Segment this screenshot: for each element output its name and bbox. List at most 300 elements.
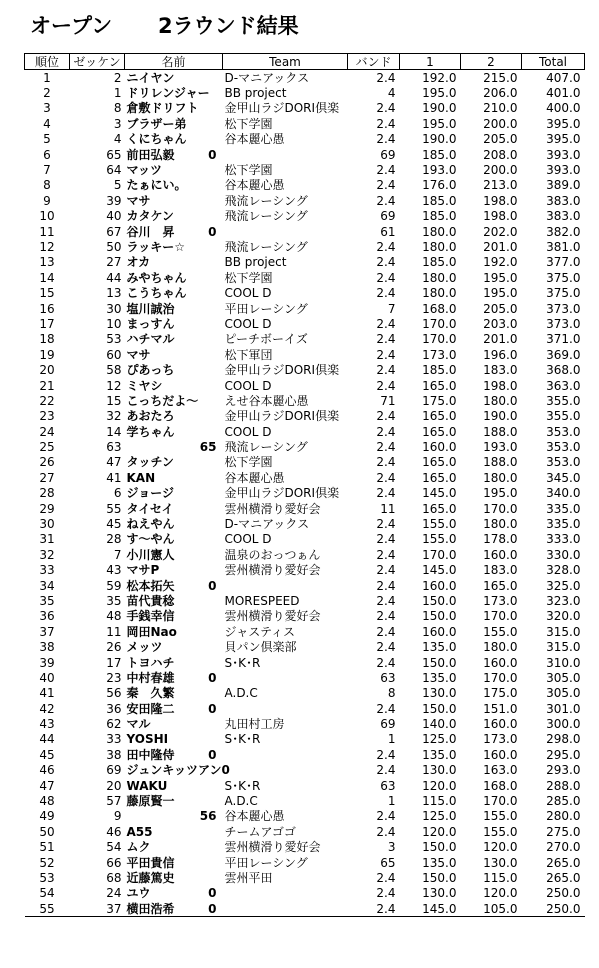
name-text: メッツ <box>126 640 163 655</box>
band-cell: 69 <box>380 147 396 162</box>
name-text: ニイヤン <box>126 70 175 85</box>
name-cell <box>125 809 223 824</box>
band-cell: 2.4 <box>376 239 396 254</box>
round1-cell: 150.0 <box>422 871 457 885</box>
team-cell: ジャスティス <box>224 624 296 639</box>
total-cell: 369.0 <box>546 347 581 362</box>
rank-cell: 29 <box>39 501 55 516</box>
name-cell <box>125 393 223 408</box>
round1-cell: 115.0 <box>422 794 457 809</box>
band-cell: 2.4 <box>376 378 396 393</box>
band-cell: 2.4 <box>376 409 396 424</box>
round1-cell: 120.0 <box>422 778 457 793</box>
total-cell: 383.0 <box>546 193 581 208</box>
total-cell: 315.0 <box>546 624 581 639</box>
rank-cell: 25 <box>39 440 55 455</box>
name-extra: 0 <box>208 886 217 901</box>
zekken-cell: 17 <box>106 655 122 670</box>
rank-cell: 6 <box>43 147 51 162</box>
total-cell: 400.0 <box>546 101 581 116</box>
name-cell <box>125 424 223 439</box>
round1-cell: 165.0 <box>422 470 457 485</box>
table-row <box>25 409 585 424</box>
name-cell <box>125 486 223 501</box>
round2-cell: 155.0 <box>483 809 518 824</box>
name-text: タッチン <box>126 455 174 470</box>
table-row <box>25 732 585 747</box>
zekken-cell: 7 <box>113 547 122 562</box>
rank-cell: 32 <box>39 547 55 562</box>
team-cell: 平田レーシング <box>224 855 308 870</box>
rank-cell: 11 <box>39 224 55 239</box>
round2-cell: 168.0 <box>483 778 518 793</box>
round2-cell: 115.0 <box>483 871 518 885</box>
round1-cell: 170.0 <box>422 547 457 562</box>
name-cell <box>125 609 223 624</box>
team-cell: 谷本麗心愚 <box>224 178 285 193</box>
round1-cell: 195.0 <box>422 116 457 131</box>
band-cell: 2.4 <box>376 624 396 639</box>
zekken-cell: 47 <box>106 455 122 470</box>
table-row <box>25 747 585 762</box>
name-extra: 0 <box>208 670 217 685</box>
round2-cell: 151.0 <box>483 701 518 716</box>
zekken-cell: 27 <box>106 255 122 270</box>
name-extra <box>217 394 221 408</box>
zekken-cell: 48 <box>106 609 122 624</box>
rank-cell: 46 <box>39 763 55 778</box>
zekken-cell: 24 <box>106 886 122 901</box>
round2-cell: 200.0 <box>483 116 518 131</box>
zekken-cell: 53 <box>106 332 122 347</box>
zekken-cell: 68 <box>106 871 122 885</box>
round2-cell: 188.0 <box>483 455 518 470</box>
name-text: ドリレンジャー <box>126 86 210 101</box>
team-cell: D-マニアックス <box>224 70 310 85</box>
name-cell <box>125 147 223 162</box>
team-cell: 金甲山ラジDORI倶楽 <box>224 409 340 424</box>
zekken-cell: 3 <box>113 116 122 131</box>
total-cell: 288.0 <box>546 778 581 793</box>
name-text: ハチマル <box>126 332 175 347</box>
name-extra <box>217 194 221 208</box>
table-row <box>25 486 585 501</box>
band-cell: 71 <box>380 393 396 408</box>
round2-cell: 202.0 <box>483 224 518 239</box>
name-extra: 0 <box>208 578 217 593</box>
header-total: Total <box>522 54 585 70</box>
rank-cell: 18 <box>39 332 55 347</box>
team-cell: 温泉のおっつぁん <box>224 547 321 562</box>
team-cell: 飛流レーシング <box>224 440 308 455</box>
table-row <box>25 809 585 824</box>
total-cell: 335.0 <box>546 501 581 516</box>
rank-cell: 47 <box>39 778 55 793</box>
zekken-cell: 30 <box>106 301 122 316</box>
round1-cell: 190.0 <box>422 132 457 147</box>
table-row <box>25 793 585 808</box>
name-text: マル <box>126 717 151 732</box>
header-name: 名前 <box>125 54 223 70</box>
table-row <box>25 347 585 362</box>
name-cell <box>125 347 223 362</box>
name-cell <box>125 332 223 347</box>
zekken-cell: 4 <box>113 132 122 147</box>
total-cell: 300.0 <box>546 717 581 732</box>
band-cell: 2.4 <box>376 163 396 178</box>
round2-cell: 180.0 <box>483 640 518 655</box>
zekken-cell: 1 <box>113 86 122 101</box>
band-cell: 2.4 <box>376 316 396 331</box>
name-cell <box>125 793 223 808</box>
name-extra <box>217 794 221 808</box>
name-cell <box>125 840 223 855</box>
name-extra <box>217 517 221 531</box>
table-row <box>25 639 585 654</box>
round1-cell: 185.0 <box>422 147 457 162</box>
band-cell: 2.4 <box>376 517 396 532</box>
team-cell: S･K･R <box>224 732 261 747</box>
table-row <box>25 224 585 239</box>
zekken-cell: 55 <box>106 501 122 516</box>
name-text: WAKU <box>126 778 168 793</box>
rank-cell: 31 <box>39 532 55 547</box>
round1-cell: 150.0 <box>422 655 457 670</box>
zekken-cell: 26 <box>106 640 122 655</box>
name-cell <box>125 501 223 516</box>
name-text: オカ <box>126 255 151 270</box>
name-extra <box>217 286 221 300</box>
name-cell <box>125 132 223 147</box>
team-cell: 飛流レーシング <box>224 209 308 224</box>
team-cell: COOL D <box>224 424 272 439</box>
total-cell: 383.0 <box>546 209 581 224</box>
total-cell: 275.0 <box>546 824 581 839</box>
total-cell: 355.0 <box>546 409 581 424</box>
name-extra <box>217 640 221 654</box>
rank-cell: 23 <box>39 409 55 424</box>
team-cell: ピーチボーイズ <box>224 332 308 347</box>
rank-cell: 40 <box>39 670 55 685</box>
name-text: す～やん <box>126 532 175 547</box>
band-cell: 69 <box>380 209 396 224</box>
name-text: たぁにい。 <box>126 178 187 193</box>
name-text: A55 <box>126 824 153 839</box>
round2-cell: 120.0 <box>483 886 518 901</box>
name-text: みやちゃん <box>126 270 187 285</box>
name-cell <box>125 85 223 100</box>
round2-cell: 195.0 <box>483 286 518 301</box>
round2-cell: 183.0 <box>483 563 518 578</box>
round2-cell: 192.0 <box>483 255 518 270</box>
band-cell: 2.4 <box>376 132 396 147</box>
name-extra: 56 <box>199 809 217 824</box>
name-text: 谷川 昇 <box>126 224 175 239</box>
rank-cell: 1 <box>43 70 51 85</box>
rank-cell: 44 <box>39 732 55 747</box>
name-extra <box>217 455 221 469</box>
name-extra <box>217 563 221 577</box>
zekken-cell: 14 <box>106 424 122 439</box>
name-cell <box>125 455 223 470</box>
total-cell: 382.0 <box>546 224 581 239</box>
name-extra <box>217 502 221 516</box>
total-cell: 335.0 <box>546 517 581 532</box>
table-row <box>25 255 585 270</box>
rank-cell: 48 <box>39 794 55 809</box>
round1-cell: 125.0 <box>422 732 457 747</box>
zekken-cell: 69 <box>106 763 122 778</box>
rank-cell: 20 <box>39 363 55 378</box>
band-cell: 2.4 <box>376 116 396 131</box>
band-cell: 2.4 <box>376 440 396 455</box>
header-team: Team <box>223 54 348 70</box>
name-text: 秦 久繁 <box>126 686 175 701</box>
table-row <box>25 285 585 300</box>
table-row <box>25 840 585 855</box>
zekken-cell: 23 <box>106 670 122 685</box>
round1-cell: 150.0 <box>422 593 457 608</box>
rank-cell: 13 <box>39 255 55 270</box>
name-extra <box>217 209 221 223</box>
zekken-cell: 28 <box>106 532 122 547</box>
name-extra <box>217 255 221 269</box>
name-cell <box>125 239 223 254</box>
name-extra <box>217 779 221 793</box>
band-cell: 2.4 <box>376 532 396 547</box>
rank-cell: 33 <box>39 563 55 578</box>
round1-cell: 185.0 <box>422 193 457 208</box>
name-extra: 0 <box>221 763 230 778</box>
round1-cell: 192.0 <box>422 70 457 85</box>
name-text: ムク <box>126 840 151 855</box>
round1-cell: 150.0 <box>422 701 457 716</box>
team-cell: 松下学園 <box>224 163 273 178</box>
round2-cell: 170.0 <box>483 609 518 624</box>
name-cell <box>125 593 223 608</box>
round2-cell: 195.0 <box>483 270 518 285</box>
rank-cell: 27 <box>39 470 55 485</box>
table-row <box>25 901 585 917</box>
zekken-cell: 44 <box>106 270 122 285</box>
round2-cell: 170.0 <box>483 670 518 685</box>
rank-cell: 41 <box>39 686 55 701</box>
table-row <box>25 301 585 316</box>
team-cell: 金甲山ラジDORI倶楽 <box>224 486 340 501</box>
name-cell <box>125 670 223 685</box>
band-cell: 2.4 <box>376 701 396 716</box>
band-cell: 2.4 <box>376 655 396 670</box>
name-cell <box>125 409 223 424</box>
band-cell: 2.4 <box>376 609 396 624</box>
total-cell: 353.0 <box>546 440 581 455</box>
name-extra <box>217 302 221 316</box>
rank-cell: 14 <box>39 270 55 285</box>
round2-cell: 163.0 <box>483 763 518 778</box>
zekken-cell: 32 <box>106 409 122 424</box>
round2-cell: 203.0 <box>483 316 518 331</box>
total-cell: 265.0 <box>546 871 581 885</box>
round1-cell: 185.0 <box>422 209 457 224</box>
band-cell: 2.4 <box>376 470 396 485</box>
team-cell: 雲州横滑り愛好会 <box>224 609 321 624</box>
team-cell: COOL D <box>224 378 272 393</box>
name-cell <box>125 855 223 870</box>
total-cell: 375.0 <box>546 286 581 301</box>
round1-cell: 180.0 <box>422 239 457 254</box>
team-cell: 谷本麗心愚 <box>224 809 285 824</box>
name-cell <box>125 439 223 454</box>
name-text: トヨハチ <box>126 655 175 670</box>
rank-cell: 36 <box>39 609 55 624</box>
name-extra <box>217 409 221 423</box>
name-extra <box>217 178 221 192</box>
table-row <box>25 824 585 839</box>
name-extra <box>217 348 221 362</box>
round1-cell: 190.0 <box>422 101 457 116</box>
round1-cell: 130.0 <box>422 763 457 778</box>
round2-cell: 205.0 <box>483 132 518 147</box>
team-cell <box>223 747 348 762</box>
round1-cell: 173.0 <box>422 347 457 362</box>
band-cell: 2.4 <box>376 101 396 116</box>
table-row <box>25 763 585 778</box>
name-extra <box>217 532 221 546</box>
round2-cell: 183.0 <box>483 363 518 378</box>
round2-cell: 160.0 <box>483 655 518 670</box>
round1-cell: 185.0 <box>422 255 457 270</box>
zekken-cell: 62 <box>106 717 122 732</box>
band-cell: 2.4 <box>376 332 396 347</box>
total-cell: 371.0 <box>546 332 581 347</box>
rank-cell: 38 <box>39 640 55 655</box>
zekken-cell: 54 <box>106 840 122 855</box>
name-extra <box>217 379 221 393</box>
team-cell <box>223 763 348 778</box>
zekken-cell: 50 <box>106 239 122 254</box>
team-cell: 金甲山ラジDORI倶楽 <box>224 101 340 116</box>
name-extra: 0 <box>208 747 217 762</box>
table-row <box>25 778 585 793</box>
round2-cell: 180.0 <box>483 393 518 408</box>
name-extra <box>217 871 221 885</box>
rank-cell: 24 <box>39 424 55 439</box>
round2-cell: 170.0 <box>483 794 518 809</box>
round2-cell: 215.0 <box>483 70 518 85</box>
name-extra <box>217 686 221 700</box>
name-cell <box>125 701 223 716</box>
page-title <box>22 10 582 40</box>
rank-cell: 37 <box>39 624 55 639</box>
round1-cell: 160.0 <box>422 624 457 639</box>
name-text: ねえやん <box>126 517 175 532</box>
name-extra <box>217 86 221 100</box>
round2-cell: 180.0 <box>483 517 518 532</box>
name-text: ジュンキッツアン <box>126 763 222 778</box>
total-cell: 373.0 <box>546 316 581 331</box>
round1-cell: 160.0 <box>422 440 457 455</box>
name-text: YOSHI <box>126 732 169 747</box>
rank-cell: 34 <box>39 578 55 593</box>
team-cell: COOL D <box>224 532 272 547</box>
name-extra: 65 <box>199 440 217 455</box>
name-cell <box>125 639 223 654</box>
title-round: 2ラウンド結果 <box>158 14 299 38</box>
round2-cell: 210.0 <box>483 101 518 116</box>
band-cell: 2.4 <box>376 809 396 824</box>
table-row <box>25 701 585 716</box>
table-row <box>25 116 585 131</box>
round1-cell: 120.0 <box>422 824 457 839</box>
round1-cell: 170.0 <box>422 332 457 347</box>
round1-cell: 180.0 <box>422 270 457 285</box>
table-row <box>25 424 585 439</box>
band-cell: 2.4 <box>376 563 396 578</box>
rank-cell: 28 <box>39 486 55 501</box>
name-text: 岡田Nao <box>126 624 177 639</box>
rank-cell: 9 <box>43 193 51 208</box>
band-cell: 2.4 <box>376 747 396 762</box>
round1-cell: 130.0 <box>422 686 457 701</box>
round2-cell: 175.0 <box>483 686 518 701</box>
name-text: 近藤篤史 <box>126 871 175 885</box>
name-extra <box>217 163 221 177</box>
round2-cell: 198.0 <box>483 209 518 224</box>
team-cell: A.D.C <box>224 686 258 701</box>
name-text: カタケン <box>126 209 174 224</box>
round1-cell: 155.0 <box>422 532 457 547</box>
round2-cell: 178.0 <box>483 532 518 547</box>
total-cell: 330.0 <box>546 547 581 562</box>
zekken-cell: 20 <box>106 778 122 793</box>
name-cell <box>125 655 223 670</box>
name-cell <box>125 162 223 177</box>
total-cell: 323.0 <box>546 593 581 608</box>
rank-cell: 39 <box>39 655 55 670</box>
name-cell <box>125 209 223 224</box>
name-text: 小川憲人 <box>126 547 175 562</box>
round2-cell: 165.0 <box>483 578 518 593</box>
name-cell <box>125 747 223 762</box>
round2-cell: 201.0 <box>483 332 518 347</box>
total-cell: 340.0 <box>546 486 581 501</box>
name-text: 安田隆二 <box>126 701 175 716</box>
name-cell <box>125 516 223 531</box>
name-cell <box>125 824 223 839</box>
zekken-cell: 2 <box>113 70 122 85</box>
zekken-cell: 46 <box>106 824 122 839</box>
name-text: くにちゃん <box>126 132 187 147</box>
name-text: 平田貴信 <box>126 855 175 870</box>
table-row <box>25 855 585 870</box>
header-rank: 順位 <box>25 54 70 70</box>
band-cell: 1 <box>387 732 396 747</box>
band-cell: 61 <box>380 224 396 239</box>
rank-cell: 35 <box>39 593 55 608</box>
name-extra <box>217 732 221 746</box>
name-text: マサ <box>126 193 151 208</box>
results-table <box>24 53 585 917</box>
round2-cell: 160.0 <box>483 547 518 562</box>
total-cell: 333.0 <box>546 532 581 547</box>
zekken-cell: 10 <box>106 316 122 331</box>
rank-cell: 50 <box>39 824 55 839</box>
band-cell: 2.4 <box>376 871 396 885</box>
band-cell: 7 <box>387 301 396 316</box>
zekken-cell: 35 <box>106 593 122 608</box>
total-cell: 320.0 <box>546 609 581 624</box>
round2-cell: 155.0 <box>483 624 518 639</box>
